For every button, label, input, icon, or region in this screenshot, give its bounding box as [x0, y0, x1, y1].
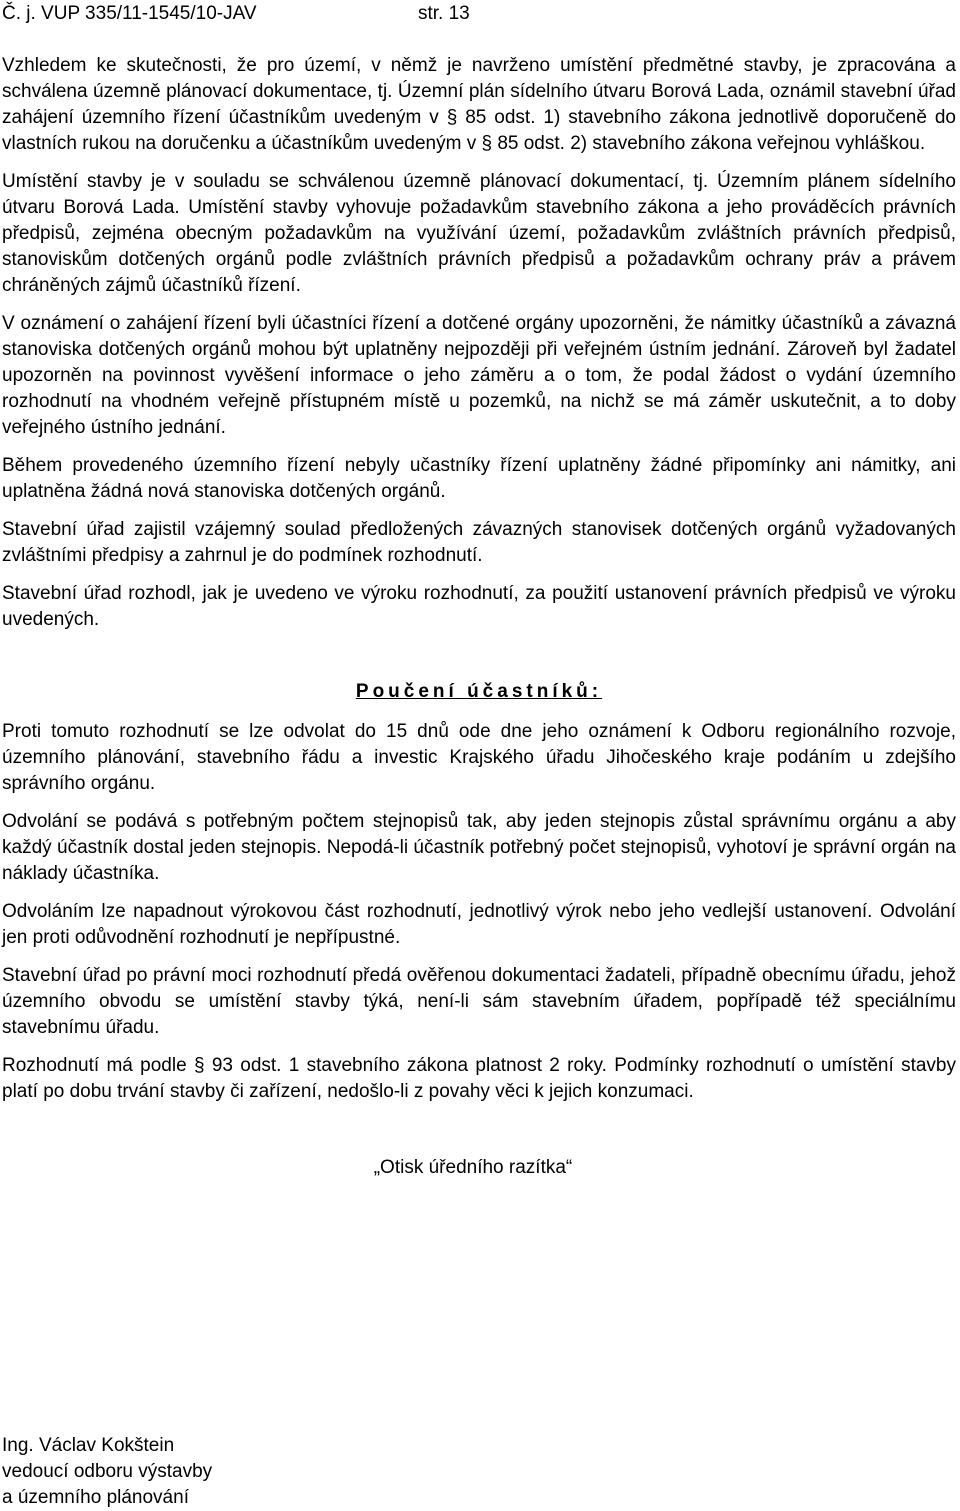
paragraph-validity: Rozhodnutí má podle § 93 odst. 1 stavebního zákona platnost 2 roky. Podmínky rozhodnutí o umístění stavby platí po dobu trvání stavby či zařízení, nedošlo-li z povahy věci k jejich konzumaci. [2, 1055, 956, 1102]
signature-block [2, 1433, 212, 1511]
paragraph-documentation-handover: Stavební úřad po právní moci rozhodnutí předá ověřenou dokumentaci žadateli, případně obecnímu úřadu, jehož územního obvodu se umístění stavby týká, není-li sám stavebním úřadem, popřípadě též speciálnímu stavebnímu úřadu. [2, 965, 956, 1038]
document-body [2, 53, 956, 1181]
paragraph-notification: Vzhledem ke skutečnosti, že pro území, v němž je navrženo umístění předmětné stavby, je zpracována a schválena územně plánovací dokumentace, tj. Územní plán sídelního útvaru Borová Lada, oznámil stavební úřad zahájení územního řízení účastníkům uvedeným v § 85 odst. 1) stavebního zákona jednotlivě doporučeně do vlastních rukou na doručenku a účastníkům uvedeným v § 85 odst. 2) stavebního zákona veřejnou vyhláškou. [2, 55, 956, 154]
paragraph-harmony: Stavební úřad zajistil vzájemný soulad předložených závazných stanovisek dotčených orgánů vyžadovaných zvláštními předpisy a zahrnul je do podmínek rozhodnutí. [2, 519, 956, 566]
stamp-placeholder: „Otisk úředního razítka“ [373, 1157, 573, 1178]
reference-number: Č. j. VUP 335/11-1545/10-JAV [2, 3, 257, 24]
paragraph-decision: Stavební úřad rozhodl, jak je uvedeno ve výroku rozhodnutí, za použití ustanovení právních předpisů ve výroku uvedených. [2, 583, 956, 630]
paragraph-compliance: Umístění stavby je v souladu se schválenou územně plánovací dokumentací, tj. Územním plánem sídelního útvaru Borová Lada. Umístění stavby vyhovuje požadavkům stavebního zákona a jeho prováděcích právních předpisů, zejména obecným požadavkům na využívání území, požadavkům zvláštních právních předpisů, stanoviskům dotčených orgánů podle zvláštních právních předpisů a požadavkům ochrany práv a právem chráněných zájmů účastníků řízení. [2, 171, 956, 296]
signatory-role-line2: a územního plánování [2, 1487, 189, 1508]
paragraph-objections: V oznámení o zahájení řízení byli účastníci řízení a dotčené orgány upozorněni, že námitky účastníků a závazná stanoviska dotčených orgánů mohou být uplatněny nejpozději při veřejném ústním jednání. Zároveň byl žadatel upozorněn na povinnost vyvěšení informace o jeho záměru a o tom, že podal žádost o vydání územního rozhodnutí na vhodném veřejně přístupném místě u pozemků, na nichž se má záměr uskutečnit, a to doby veřejného ústního jednání. [2, 313, 956, 438]
signatory-role-line1: vedoucí odboru výstavby [2, 1461, 213, 1482]
page-header [2, 2, 956, 26]
paragraph-appeal-copies: Odvolání se podává s potřebným počtem stejnopisů tak, aby jeden stejnopis zůstal správnímu orgánu a aby každý účastník dostal jeden stejnopis. Nepodá-li účastník potřebný počet stejnopisů, vyhotoví je správní orgán na náklady účastníka. [2, 811, 956, 884]
signatory-name: Ing. Václav Kokštein [2, 1435, 175, 1456]
paragraph-no-objections: Během provedeného územního řízení nebyly učastníky řízení uplatněny žádné připomínky ani námitky, ani uplatněna žádná nová stanoviska dotčených orgánů. [2, 455, 956, 502]
page-number: str. 13 [418, 3, 470, 24]
paragraph-appeal-deadline: Proti tomuto rozhodnutí se lze odvolat do 15 dnů ode dne jeho oznámení k Odboru regionálního rozvoje, územního plánování, stavebního řádu a investic Krajského úřadu Jihočeského kraje podáním u zdejšího správního orgánu. [2, 721, 956, 794]
paragraph-appeal-scope: Odvoláním lze napadnout výrokovou část rozhodnutí, jednotlivý výrok nebo jeho vedlejší ustanovení. Odvolání jen proti odůvodnění rozhodnutí je nepřípustné. [2, 901, 956, 948]
instruction-heading: Poučení účastníků: [355, 681, 603, 702]
